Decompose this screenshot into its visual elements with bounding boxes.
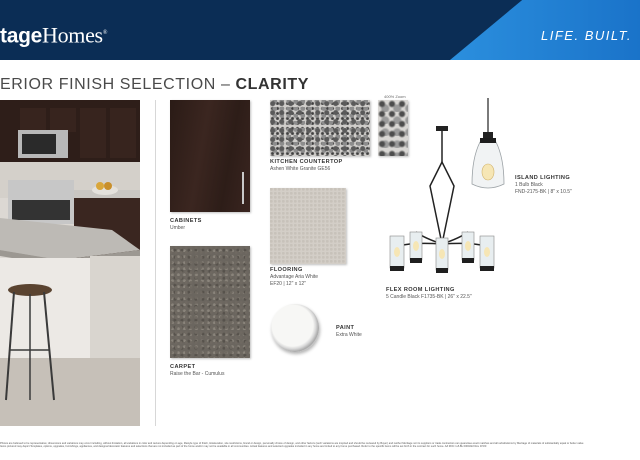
flooring-detail-2: EF20 | 12" x 12" xyxy=(270,281,306,287)
countertop-label: KITCHEN COUNTERTOP xyxy=(270,159,343,165)
disclaimer-line-2: Items pictured may depict Templates, options, upgrades, furnishings, appliances, and designer/decorator features and selections that are not included as part of the home and/or may not be available in all communities. Actual features and selected upgrades included in any home are limited to any home purchased. Refer to the specific items will be set forth in the contract for such home. AZ ROC 1-8-BL 0000222 Rev 07/20 xyxy=(0,445,487,449)
carpet-detail: Raise the Bar - Cumulus xyxy=(170,371,225,377)
flex-lighting-detail: 5 Candle Black F1735-BK | 26" x 22.5" xyxy=(386,294,472,300)
carpet-label: CARPET xyxy=(170,364,196,370)
company-logo: tageHomes® xyxy=(0,22,108,48)
island-lighting-label-block xyxy=(515,175,572,195)
paint-can-swatch xyxy=(271,304,319,352)
countertop-label-block xyxy=(270,159,343,172)
chandelier-icon xyxy=(384,126,500,284)
kitchen-illustration xyxy=(0,100,140,426)
flex-lighting-label: FLEX ROOM LIGHTING xyxy=(386,287,455,293)
column-divider xyxy=(155,100,156,426)
island-lighting-detail-2: FND-2175-BK | 8" x 10.5" xyxy=(515,189,572,195)
flooring-swatch xyxy=(270,188,346,264)
zoom-label: 400% Zoom xyxy=(384,94,406,99)
collection-name: CLARITY xyxy=(235,76,310,93)
cabinet-swatch xyxy=(170,100,250,212)
flex-lighting-label-block xyxy=(386,287,472,300)
carpet-swatch xyxy=(170,246,250,358)
island-lighting-detail-1: 1 Bulb Black xyxy=(515,182,543,188)
island-lighting-label: ISLAND LIGHTING xyxy=(515,175,571,181)
carpet-label-block xyxy=(170,364,224,377)
logo-text-bold: tage xyxy=(0,24,42,48)
header-band xyxy=(0,0,640,60)
cabinets-label: CABINETS xyxy=(170,218,202,224)
paint-detail: Extra White xyxy=(336,332,362,338)
countertop-swatch xyxy=(270,100,370,156)
legal-disclaimer xyxy=(0,442,640,448)
flooring-detail-1: Advantage Aria White xyxy=(270,274,319,280)
kitchen-photo xyxy=(0,100,140,426)
countertop-detail: Ashen White Granite GE56 xyxy=(270,166,331,172)
flooring-label: FLOORING xyxy=(270,267,303,273)
title-prefix: ERIOR FINISH SELECTION – xyxy=(0,76,236,93)
cabinets-label-block xyxy=(170,218,202,231)
cabinets-detail: Umber xyxy=(170,225,186,231)
cabinet-handle xyxy=(242,172,244,204)
logo-text: Homes xyxy=(41,22,103,48)
flooring-label-block xyxy=(270,267,318,287)
paint-label-block xyxy=(336,325,362,338)
page-title xyxy=(0,76,309,94)
disclaimer-line-1: Photos are believed to be representative; dimensions and variations may occur including, without limitation, all variations in color and texture depending on age, lifestyle type of finish, lot/elevation, site restrictions, brand or design, personally choice of design, and other factors (such variations are inspired and should be reviewed by Buyer) and neither Meritage nor its suppliers or trade contractors can guarantee exact matches and all substitutions by Meritage of materials of substantially equal or better value xyxy=(0,442,584,445)
tagline: LIFE. BUILT. xyxy=(541,28,632,43)
paint-label: PAINT xyxy=(336,325,355,331)
